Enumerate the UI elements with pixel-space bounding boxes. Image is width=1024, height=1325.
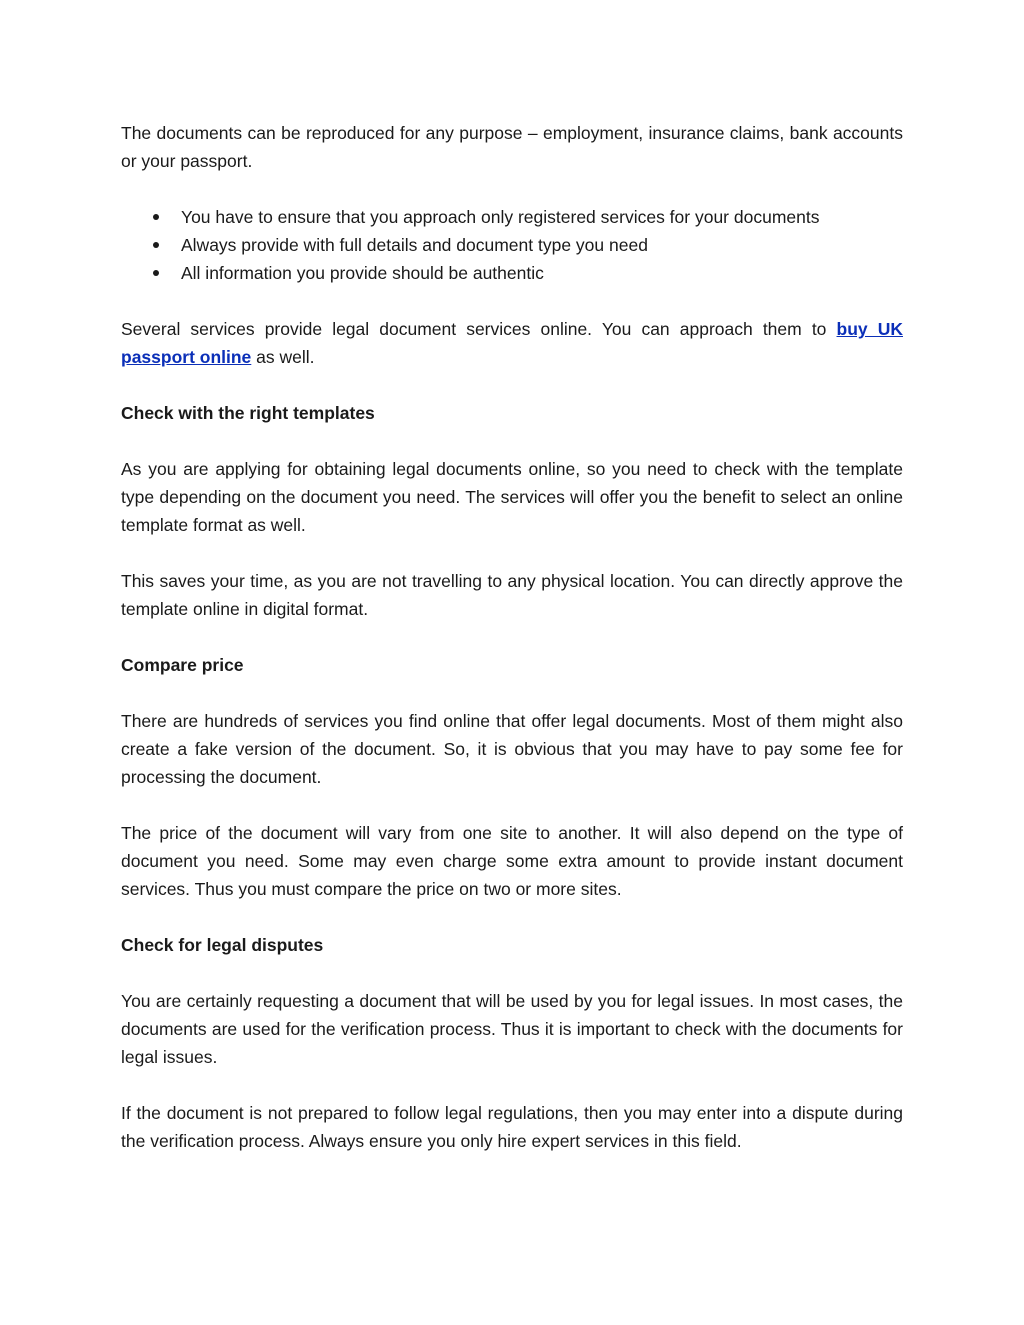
bullet-icon: [153, 214, 159, 220]
list-item-text: You have to ensure that you approach only registered services for your documents: [181, 207, 820, 227]
bullet-icon: [153, 270, 159, 276]
intro-paragraph: The documents can be reproduced for any purpose – employment, insurance claims, bank accounts or your passport.: [121, 123, 903, 171]
section-heading-templates: Check with the right templates: [121, 403, 375, 423]
list-item: [121, 259, 903, 287]
list-item-text: Always provide with full details and document type you need: [181, 235, 648, 255]
templates-paragraph-2: This saves your time, as you are not travelling to any physical location. You can directly approve the template online in digital format.: [121, 571, 903, 619]
list-item: [121, 231, 903, 259]
section-heading-disputes: Check for legal disputes: [121, 935, 324, 955]
services-text-after: as well.: [251, 347, 315, 367]
section-heading-price: Compare price: [121, 655, 244, 675]
price-paragraph-2: The price of the document will vary from one site to another. It will also depend on the type of document you need. Some may even charge some extra amount to provide instant document services. Thus you must compare the price on two or more sites.: [121, 823, 903, 899]
price-paragraph-1: There are hundreds of services you find online that offer legal documents. Most of them might also create a fake version of the document. So, it is obvious that you may have to pay some fee for processing the document.: [121, 711, 903, 787]
bullet-icon: [153, 242, 159, 248]
document-page: [121, 119, 903, 1155]
list-item-text: All information you provide should be authentic: [181, 263, 544, 283]
services-paragraph: [121, 315, 903, 371]
requirements-list: [121, 203, 903, 287]
list-item: [121, 203, 903, 231]
buy-passport-link[interactable]: buy UK passport online: [121, 319, 903, 367]
templates-paragraph-1: As you are applying for obtaining legal documents online, so you need to check with the template type depending on the document you need. The services will offer you the benefit to select an online template format as well.: [121, 459, 903, 535]
services-text-before: Several services provide legal document services online. You can approach them to: [121, 319, 837, 339]
disputes-paragraph-2: If the document is not prepared to follow legal regulations, then you may enter into a dispute during the verification process. Always ensure you only hire expert services in this field.: [121, 1103, 903, 1151]
disputes-paragraph-1: You are certainly requesting a document that will be used by you for legal issues. In most cases, the documents are used for the verification process. Thus it is important to check with the documents for legal issues.: [121, 991, 903, 1067]
